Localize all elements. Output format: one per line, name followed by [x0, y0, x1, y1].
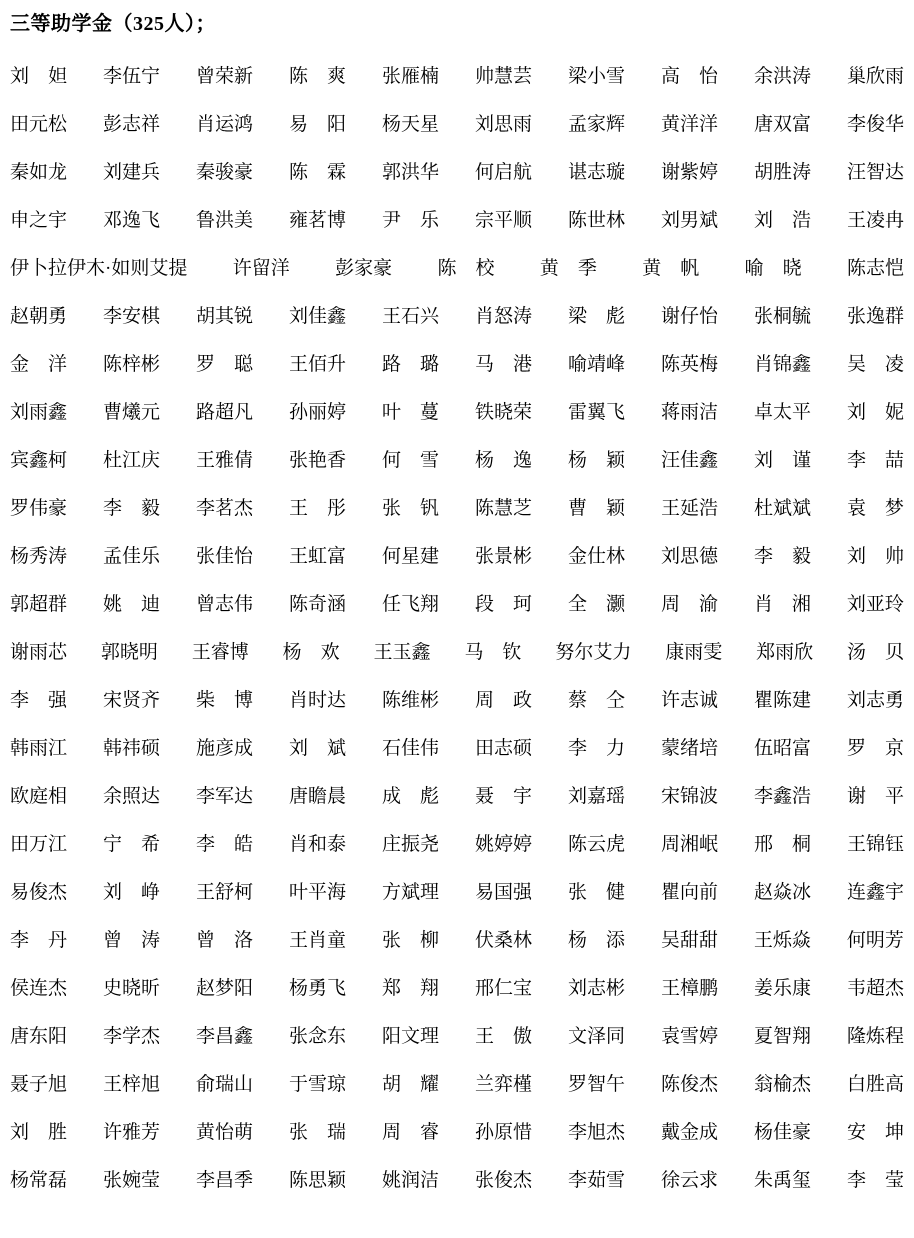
- person-name: 何明芳: [846, 930, 904, 951]
- person-name: 田元松: [10, 114, 68, 135]
- person-name: 许留洋: [232, 258, 290, 279]
- person-name: 尹乐: [382, 210, 439, 231]
- person-name: 张瑞: [288, 1122, 346, 1143]
- person-name: 李皓: [195, 834, 253, 855]
- name-row: [10, 499, 904, 519]
- name-row: [10, 643, 904, 663]
- person-name: 韩雨江: [10, 738, 68, 759]
- person-name: 张逸群: [846, 306, 904, 327]
- person-name: 杨秀涛: [10, 546, 68, 567]
- person-name: 李鑫浩: [753, 786, 811, 807]
- person-name: 柴博: [195, 690, 253, 711]
- person-name: 卓太平: [753, 402, 811, 423]
- person-name: 叶平海: [288, 882, 346, 903]
- person-name: 肖怒涛: [475, 306, 533, 327]
- person-name: 张桐毓: [753, 306, 811, 327]
- person-name: 汪智达: [846, 162, 904, 183]
- person-name: 瞿陈建: [753, 690, 811, 711]
- person-name: 刘志勇: [846, 690, 904, 711]
- person-name: 金仕林: [568, 546, 626, 567]
- person-name: 欧庭相: [10, 786, 68, 807]
- person-name: 陈志恺: [846, 258, 904, 279]
- name-row: [10, 691, 904, 711]
- person-name: 康雨雯: [665, 642, 723, 663]
- person-name: 李喆: [846, 450, 904, 471]
- person-name: 王肖童: [288, 930, 346, 951]
- person-name: 罗京: [846, 738, 904, 759]
- name-row: [10, 787, 904, 807]
- person-name: 孙丽婷: [289, 402, 347, 423]
- person-name: 全灏: [567, 594, 625, 615]
- person-name: 刘斌: [289, 738, 346, 759]
- name-row: [10, 1171, 904, 1191]
- person-name: 李学杰: [103, 1026, 161, 1047]
- person-name: 杨添: [567, 930, 625, 951]
- person-name: 邢桐: [753, 834, 811, 855]
- person-name: 帅慧芸: [474, 66, 532, 87]
- person-name: 易俊杰: [10, 882, 68, 903]
- person-name: 周政: [474, 690, 532, 711]
- name-row: [10, 163, 904, 183]
- person-name: 杜江庆: [103, 450, 161, 471]
- person-name: 肖和泰: [288, 834, 346, 855]
- person-name: 张柳: [381, 930, 439, 951]
- person-name: 刘胜: [10, 1122, 67, 1143]
- person-name: 伊卜拉伊木·如则艾提: [10, 258, 188, 279]
- person-name: 蒙绪培: [660, 738, 718, 759]
- person-name: 路璐: [381, 354, 439, 375]
- person-name: 黄怡萌: [195, 1122, 253, 1143]
- person-name: 何星建: [382, 546, 440, 567]
- person-name: 王舒柯: [195, 882, 253, 903]
- person-name: 李茹雪: [568, 1170, 626, 1191]
- person-name: 伏桑林: [474, 930, 532, 951]
- name-row: [10, 115, 904, 135]
- person-name: 陈霖: [289, 162, 346, 183]
- person-name: 任飞翔: [381, 594, 439, 615]
- person-name: 王虹富: [289, 546, 347, 567]
- person-name: 徐云求: [661, 1170, 719, 1191]
- person-name: 郑雨欣: [756, 642, 814, 663]
- person-name: 雷翼飞: [567, 402, 625, 423]
- person-name: 李俊华: [846, 114, 904, 135]
- person-name: 刘峥: [103, 882, 160, 903]
- person-name: 姜乐康: [753, 978, 811, 999]
- person-name: 郭超群: [10, 594, 68, 615]
- person-name: 汤贝: [846, 642, 904, 663]
- person-name: 杨颖: [567, 450, 625, 471]
- person-name: 白胜高: [846, 1074, 904, 1095]
- person-name: 王石兴: [382, 306, 440, 327]
- person-name: 肖运鸿: [196, 114, 254, 135]
- person-name: 文泽同: [567, 1026, 625, 1047]
- person-name: 石佳伟: [381, 738, 439, 759]
- person-name: 李军达: [196, 786, 254, 807]
- person-name: 易阳: [289, 114, 346, 135]
- person-name: 张念东: [289, 1026, 347, 1047]
- person-name: 陈梓彬: [102, 354, 160, 375]
- person-name: 曾洛: [195, 930, 253, 951]
- person-name: 肖时达: [288, 690, 346, 711]
- person-name: 王傲: [475, 1026, 532, 1047]
- person-name: 杨天星: [381, 114, 439, 135]
- person-name: 谌志璇: [567, 162, 625, 183]
- person-name: 李伍宁: [102, 66, 160, 87]
- person-name: 罗智午: [567, 1074, 625, 1095]
- person-name: 罗聪: [195, 354, 253, 375]
- person-name: 杨佳豪: [753, 1122, 811, 1143]
- person-name: 刘男斌: [660, 210, 718, 231]
- name-list: [10, 67, 904, 1191]
- person-name: 彭家豪: [335, 258, 393, 279]
- person-name: 翁榆杰: [753, 1074, 811, 1095]
- person-name: 陈爽: [288, 66, 346, 87]
- person-name: 李毅: [103, 498, 160, 519]
- person-name: 刘建兵: [103, 162, 161, 183]
- person-name: 李力: [567, 738, 625, 759]
- person-name: 秦骏豪: [196, 162, 254, 183]
- name-row: [10, 739, 904, 759]
- person-name: 孟佳乐: [103, 546, 161, 567]
- person-name: 庄振尧: [381, 834, 439, 855]
- person-name: 张钒: [381, 498, 439, 519]
- person-name: 雍茗博: [289, 210, 347, 231]
- person-name: 李莹: [847, 1170, 904, 1191]
- person-name: 肖湘: [753, 594, 811, 615]
- person-name: 叶蔓: [382, 402, 439, 423]
- person-name: 李昌季: [196, 1170, 254, 1191]
- name-row: [10, 883, 904, 903]
- person-name: 刘谨: [753, 450, 811, 471]
- person-name: 谢平: [846, 786, 904, 807]
- person-name: 王烁焱: [753, 930, 811, 951]
- person-name: 姚婷婷: [474, 834, 532, 855]
- person-name: 喻晓: [744, 258, 802, 279]
- person-name: 郑翔: [382, 978, 439, 999]
- person-name: 张俊杰: [475, 1170, 533, 1191]
- person-name: 李强: [10, 690, 67, 711]
- person-name: 瞿向前: [660, 882, 718, 903]
- person-name: 刘亚玲: [846, 594, 904, 615]
- person-name: 刘佳鑫: [289, 306, 347, 327]
- person-name: 段珂: [474, 594, 532, 615]
- person-name: 铁晓荣: [474, 402, 532, 423]
- person-name: 聂子旭: [10, 1074, 68, 1095]
- person-name: 何启航: [474, 162, 532, 183]
- name-row: [10, 547, 904, 567]
- person-name: 陈奇涵: [288, 594, 346, 615]
- person-name: 杜斌斌: [753, 498, 811, 519]
- person-name: 陈英梅: [660, 354, 718, 375]
- person-name: 黄帆: [642, 258, 700, 279]
- person-name: 马钦: [464, 642, 522, 663]
- person-name: 陈校: [437, 258, 495, 279]
- name-row: [10, 595, 904, 615]
- name-row: [10, 979, 904, 999]
- person-name: 李茗杰: [195, 498, 253, 519]
- person-name: 陈世林: [567, 210, 625, 231]
- person-name: 巢欣雨: [846, 66, 904, 87]
- person-name: 连鑫宇: [846, 882, 904, 903]
- name-row: [10, 211, 904, 231]
- person-name: 刘思德: [661, 546, 719, 567]
- person-name: 邓逸飞: [103, 210, 161, 231]
- person-name: 史晓昕: [103, 978, 161, 999]
- person-name: 韦超杰: [846, 978, 904, 999]
- name-row: [10, 451, 904, 471]
- name-row: [10, 835, 904, 855]
- person-name: 王玉鑫: [373, 642, 431, 663]
- person-name: 施彦成: [196, 738, 254, 759]
- person-name: 李毅: [754, 546, 811, 567]
- person-name: 孟家辉: [567, 114, 625, 135]
- person-name: 易国强: [474, 882, 532, 903]
- person-name: 王彤: [288, 498, 346, 519]
- person-name: 秦如龙: [10, 162, 68, 183]
- person-name: 张佳怡: [196, 546, 254, 567]
- person-name: 梁彪: [568, 306, 625, 327]
- person-name: 陈慧芝: [474, 498, 532, 519]
- person-name: 王凌冉: [846, 210, 904, 231]
- person-name: 曹颖: [567, 498, 625, 519]
- name-row: [10, 1075, 904, 1095]
- person-name: 赵梦阳: [196, 978, 254, 999]
- person-name: 杨逸: [474, 450, 532, 471]
- person-name: 刘思雨: [474, 114, 532, 135]
- person-name: 田志硕: [474, 738, 532, 759]
- person-name: 胡胜涛: [753, 162, 811, 183]
- person-name: 胡其锐: [196, 306, 254, 327]
- person-name: 曾荣新: [195, 66, 253, 87]
- person-name: 金洋: [10, 354, 67, 375]
- person-name: 黄季: [539, 258, 597, 279]
- name-row: [10, 259, 904, 279]
- person-name: 唐双富: [753, 114, 811, 135]
- person-name: 伍昭富: [753, 738, 811, 759]
- person-name: 李安棋: [103, 306, 161, 327]
- person-name: 刘志彬: [567, 978, 625, 999]
- person-name: 鲁洪美: [196, 210, 254, 231]
- person-name: 刘妮: [846, 402, 904, 423]
- person-name: 王睿博: [191, 642, 249, 663]
- person-name: 王樟鹏: [660, 978, 718, 999]
- name-row: [10, 1027, 904, 1047]
- person-name: 吴凌: [846, 354, 904, 375]
- person-name: 罗伟豪: [10, 498, 68, 519]
- person-name: 赵朝勇: [10, 306, 68, 327]
- person-name: 兰弈槿: [474, 1074, 532, 1095]
- name-row: [10, 307, 904, 327]
- person-name: 袁雪婷: [660, 1026, 718, 1047]
- person-name: 曾涛: [102, 930, 160, 951]
- person-name: 彭志祥: [103, 114, 161, 135]
- name-row: [10, 1123, 904, 1143]
- person-name: 杨勇飞: [289, 978, 347, 999]
- person-name: 余照达: [103, 786, 161, 807]
- person-name: 邢仁宝: [474, 978, 532, 999]
- person-name: 张艳香: [289, 450, 347, 471]
- person-name: 王梓旭: [103, 1074, 161, 1095]
- person-name: 周睿: [381, 1122, 439, 1143]
- person-name: 侯连杰: [10, 978, 68, 999]
- person-name: 田万江: [10, 834, 68, 855]
- person-name: 阳文理: [382, 1026, 440, 1047]
- person-name: 路超凡: [196, 402, 254, 423]
- person-name: 李昌鑫: [196, 1026, 254, 1047]
- person-name: 宾鑫柯: [10, 450, 68, 471]
- person-name: 曹爔元: [103, 402, 161, 423]
- person-name: 安坤: [846, 1122, 904, 1143]
- person-name: 周湘岷: [660, 834, 718, 855]
- person-name: 蒋雨洁: [660, 402, 718, 423]
- person-name: 杨常磊: [10, 1170, 68, 1191]
- person-name: 吴甜甜: [660, 930, 718, 951]
- person-name: 申之宇: [10, 210, 68, 231]
- person-name: 王锦钰: [846, 834, 904, 855]
- person-name: 成彪: [382, 786, 439, 807]
- person-name: 余洪涛: [753, 66, 811, 87]
- person-name: 谢仔怡: [660, 306, 718, 327]
- person-name: 许志诚: [660, 690, 718, 711]
- person-name: 曾志伟: [195, 594, 253, 615]
- person-name: 张景彬: [475, 546, 533, 567]
- person-name: 聂宇: [474, 786, 532, 807]
- name-row: [10, 67, 904, 87]
- person-name: 周渝: [660, 594, 718, 615]
- person-name: 夏智翔: [753, 1026, 811, 1047]
- page-title: 三等助学金（325人）；: [10, 13, 216, 35]
- person-name: 李丹: [10, 930, 67, 951]
- person-name: 蔡仝: [567, 690, 625, 711]
- person-name: 赵焱冰: [753, 882, 811, 903]
- person-name: 宗平顺: [474, 210, 532, 231]
- person-name: 肖锦鑫: [753, 354, 811, 375]
- person-name: 陈云虎: [567, 834, 625, 855]
- person-name: 王佰升: [288, 354, 346, 375]
- person-name: 谢紫婷: [660, 162, 718, 183]
- person-name: 姚润洁: [382, 1170, 440, 1191]
- person-name: 陈俊杰: [660, 1074, 718, 1095]
- name-row: [10, 403, 904, 423]
- person-name: 宋贤齐: [102, 690, 160, 711]
- person-name: 戴金成: [660, 1122, 718, 1143]
- person-name: 李旭杰: [567, 1122, 625, 1143]
- person-name: 唐瞻晨: [289, 786, 347, 807]
- person-name: 刘嘉瑶: [567, 786, 625, 807]
- person-name: 陈维彬: [381, 690, 439, 711]
- person-name: 宋锦波: [660, 786, 718, 807]
- person-name: 刘妲: [10, 66, 67, 87]
- person-name: 刘雨鑫: [10, 402, 68, 423]
- person-name: 隆炼程: [846, 1026, 904, 1047]
- person-name: 谢雨芯: [10, 642, 68, 663]
- person-name: 孙原惜: [474, 1122, 532, 1143]
- person-name: 韩祎硕: [103, 738, 161, 759]
- name-row: [10, 931, 904, 951]
- person-name: 姚迪: [103, 594, 160, 615]
- person-name: 高怡: [660, 66, 718, 87]
- person-name: 汪佳鑫: [660, 450, 718, 471]
- person-name: 陈思颖: [289, 1170, 347, 1191]
- person-name: 于雪琼: [289, 1074, 347, 1095]
- person-name: 胡耀: [382, 1074, 439, 1095]
- name-row: [10, 355, 904, 375]
- person-name: 刘浩: [753, 210, 811, 231]
- person-name: 方斌理: [381, 882, 439, 903]
- person-name: 努尔艾力: [555, 642, 632, 663]
- person-name: 俞瑞山: [196, 1074, 254, 1095]
- person-name: 马港: [474, 354, 532, 375]
- person-name: 宁希: [103, 834, 160, 855]
- person-name: 王雅倩: [196, 450, 254, 471]
- person-name: 唐东阳: [10, 1026, 68, 1047]
- person-name: 喻靖峰: [567, 354, 625, 375]
- person-name: 张雁楠: [381, 66, 439, 87]
- person-name: 王延浩: [660, 498, 718, 519]
- person-name: 朱禹玺: [754, 1170, 812, 1191]
- person-name: 袁梦: [846, 498, 904, 519]
- person-name: 梁小雪: [567, 66, 625, 87]
- person-name: 许雅芳: [102, 1122, 160, 1143]
- person-name: 何雪: [382, 450, 439, 471]
- person-name: 郭洪华: [381, 162, 439, 183]
- person-name: 刘帅: [846, 546, 904, 567]
- person-name: 张婉莹: [103, 1170, 161, 1191]
- person-name: 张健: [567, 882, 625, 903]
- person-name: 郭晓明: [100, 642, 158, 663]
- person-name: 杨欢: [282, 642, 340, 663]
- person-name: 黄洋洋: [660, 114, 718, 135]
